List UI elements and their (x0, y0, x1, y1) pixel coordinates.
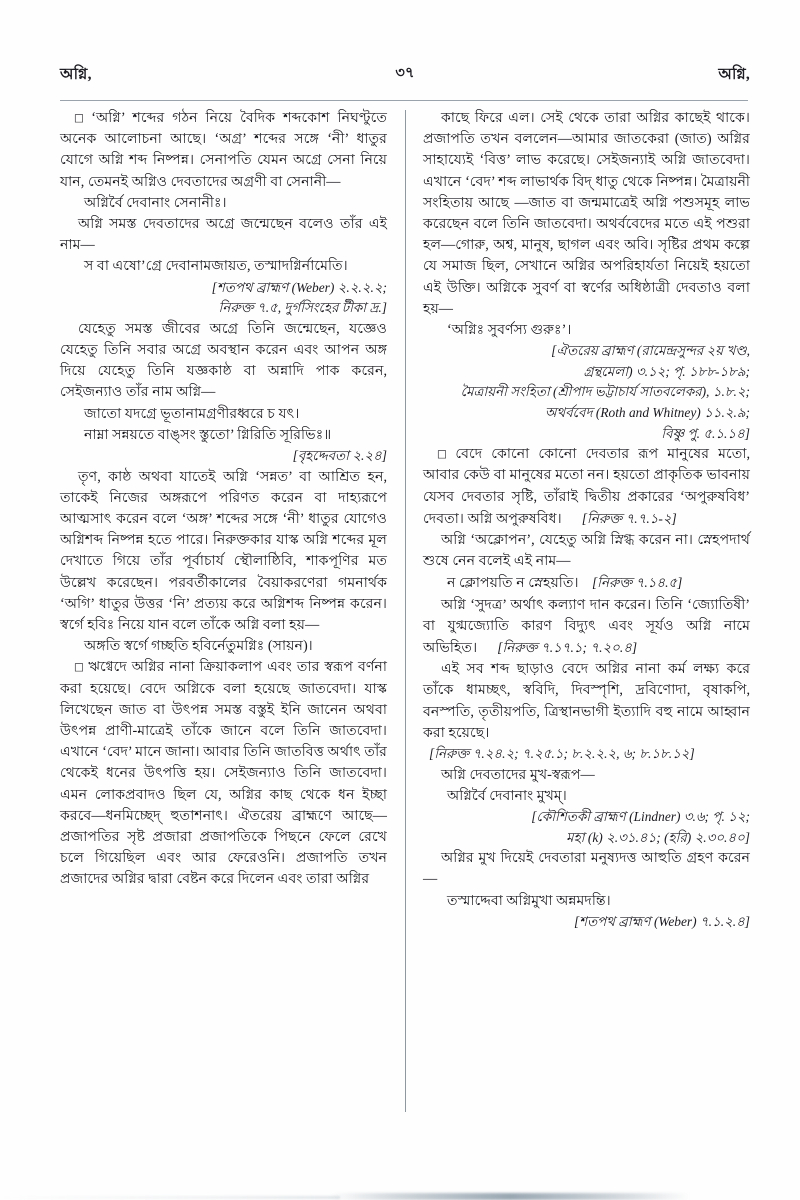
paragraph-marker-icon: □ (437, 448, 453, 461)
verse-namna-sannayate: নাম্না সন্নয়তে বাঙ্সং স্তুতো’ গ্নিরিতি সূরিভিঃ॥ (84, 426, 332, 443)
para-agni-devatader-mukh-text: অগ্নি দেবতাদের মুখ-স্বরূপ— (441, 766, 595, 783)
para-vede-kono-kono (423, 444, 750, 530)
page-header (60, 62, 750, 96)
column-right (423, 108, 750, 1118)
para-agni-sudatra-citation: [নিরুক্ত ৭.১৭.১; ৭.২০.৪] (477, 640, 638, 656)
paragraph-marker-icon: □ (74, 661, 86, 674)
cite-brihaddevata: [বৃহদ্দেবতা ২.২৪] (292, 448, 387, 464)
para-agni-word-formation-text: ‘অগ্নি’ শব্দের গঠন নিয়ে বৈদিক শব্দকোশ নিঘণ্টুতে অনেক আলোচনা আছে। ‘অগ্র’ শব্দের সঙ্গে ‘নী’ ধাতুর যোগে অগ্নি শব্দ নিষ্পন্ন। সেনাপতি যেমন অগ্রে সেনা নিয়ে যান, তেমনই অগ্নিও দেবতাদের অগ্রণী বা সেনানী— (60, 110, 387, 190)
para-kachhe-phire-elo (423, 108, 750, 320)
cite-maitrayani-samhita: মৈত্রায়নী সংহিতা (শ্রীপাদ ভট্টাচার্য সাতবলেকর), ১.৮.২; (460, 384, 750, 400)
running-head-right: অগ্নি, (718, 66, 750, 83)
para-agni-sudatra (423, 595, 750, 660)
verse-agnirvai-devanam-mukham: অগ্নির্বৈ দেবানাং মুখম্‌। (447, 787, 567, 804)
para-trina-kashtha-text: তৃণ, কাষ্ঠ অথবা যাতেই অগ্নি ‘সন্নত’ বা আশ্রিত হন, তাকেই নিজের অঙ্গরূপে পরিণত করেন বা দাহ্যরূপে আত্মসাৎ করেন বলে ‘অঙ্গ’ শব্দের সঙ্গে ‘নী’ ধাতুর যোগেও অগ্নিশব্দ নিষ্পন্ন হতে পারে। নিরুক্তকার যাস্ক অগ্নি শব্দের মূল দেখাতে গিয়ে তাঁর পূর্বাচার্য স্থৌলাষ্ঠিবি, শাকপূণির মত উল্লেখ করেছেন। পরবর্তীকালের বৈয়াকরণেরা গমনার্থক ‘অগি’ ধাতুর উত্তর ‘নি’ প্রত্যয় করে অগ্নিশব্দ নিষ্পন্ন করেন। স্বর্গে হবিঃ নিয়ে যান বলে তাঁকে অগ্নি বলা হয়— (60, 468, 387, 634)
cite-shatapatha-weber: [শতপথ ব্রাহ্মণ (Weber) ২.২.২.২; (211, 279, 387, 295)
column-left (60, 108, 387, 1118)
para-agnir-mukh-diyei-text: অগ্নির মুখ দিয়েই দেবতারা মনুষ্যদত্ত আহুতি গ্রহণ করেন— (423, 850, 750, 888)
para-agni-aklopan (423, 530, 750, 572)
cite-shatapatha-weber-2: [শতপথ ব্রাহ্মণ (Weber) ৭.১.২.৪] (573, 913, 750, 929)
para-agni-aklopan-text: অগ্নি ‘অক্লোপন’, যেহেতু অগ্নি স্নিগ্ধ করেন না। স্নেহপদার্থ শুষে নেন বলেই এই নাম— (423, 532, 750, 570)
header-rule (60, 100, 748, 101)
cite-maha-hari: মহা (k) ২.৩১.৪১; (হরি) ২.৩০.৪০] (566, 829, 750, 845)
para-agni-devatader-mukh (423, 765, 750, 786)
page-body (60, 108, 750, 1118)
para-vede-kono-kono-text: বেদে কোনো কোনো দেবতার রূপ মানুষের মতো, আবার কেউ বা মানুষের মতো নন। হয়তো প্রাকৃতিক ভাবনায় যেসব দেবতার সৃষ্টি, তাঁরাই দ্বিতীয় প্রকারের ‘অপুরুষবিধ’ দেবতা। অগ্নি অপুরুষবিধ। (423, 446, 750, 527)
cite-kaushitaki-lindner: [কৌশিতকী ব্রাহ্মণ (Lindner) ৩.৬; পৃ. ১২; (531, 809, 750, 825)
verse-agnih-suvarnasya: ‘অগ্নিঃ সুবর্ণস্য গুরুঃ’। (447, 322, 572, 339)
para-rigvede-agnir-text: ঋগ্বেদে অগ্নির নানা ক্রিয়াকলাপ এবং তার স্বরূপ বর্ণনা করা হয়েছে। বেদে অগ্নিকে বলা হয়েছে জাতবেদা। যাস্ক লিখেছেন জাত বা উৎপন্ন সমস্ত বস্তুই ইনি জানেন অথবা উৎপন্ন প্রাণী-মাত্রেই তাঁকে জানে বলে তিনি জাতবেদা। এখানে ‘বেদ’ মানে জানা। আবার তিনি জাতবিত্ত অর্থাৎ তাঁর থেকেই ধনের উৎপত্তি হয়। সেইজন্যাও তিনি জাতবেদা। এমন লোকপ্রবাদও ছিল যে, অগ্নির কাছ থেকে ধন ইচ্ছা করবে—ধনমিচ্ছেদ্ হুতাশনাৎ। ঐতরেয় ব্রাহ্মণে আছে—প্রজাপতির সৃষ্ট প্রজারা প্রজাপতিকে পিছনে ফেলে রেখে চলে গিয়েছিল এবং আর ফেরেওনি। প্রজাপতি তখন প্রজাদের অগ্নির দ্বারা বেষ্টন করে দিলেন এবং তারা অগ্নির (60, 659, 388, 888)
scan-shadow-bottom (330, 1193, 690, 1200)
para-agnir-mukh-diyei (423, 848, 750, 890)
verse-tasmaddeva-agnimukha: তস্মাদ্দেবা অগ্নিমুখা অন্নমদন্তি। (447, 892, 611, 909)
para-jehetu-samasta (60, 319, 387, 404)
paragraph-marker-icon: □ (74, 112, 89, 124)
verse-sa-va-esho: স বা এষো’গ্রে দেবানামজায়ত, তস্মাদগ্নির্নামেতি। (84, 258, 348, 275)
cite-nirukta-durgasimha: নিরুক্ত ৭.৫, দুর্গসিংহের টীকা দ্র.] (218, 300, 387, 316)
column-gap (387, 108, 423, 1118)
para-agni-word-formation (60, 108, 387, 193)
para-agni-born-first-text: অগ্নি সমস্ত দেবতাদের অগ্রে জন্মেছেন বলেও তাঁর এই নাম— (60, 216, 387, 254)
para-ei-sab-shabda-text: এই সব শব্দ ছাড়াও বেদে অগ্নির নানা কর্ম লক্ষ্য করে তাঁকে ধামচ্ছৎ, স্ববিদি, দিবস্পৃশি, দ্রবিণোদা, বৃষাকপি, বনস্পতি, তৃতীয়পতি, ত্রিস্থানভাগী ইত্যাদি বহু নামে আহ্বান করা হয়েছে। (423, 661, 750, 741)
verse-jato-yadagre: জাতো যদগ্রে ভূতানামগ্রণীরধ্বরে চ যৎ। (84, 405, 300, 422)
cite-nirukta-multiple: [নিরুক্ত ৭.২৪.২; ৭.২৫.১; ৮.২.২.২, ৬; ৮.১৮.১২] (429, 746, 695, 762)
para-kachhe-phire-elo-text: কাছে ফিরে এল। সেই থেকে তারা অগ্নির কাছেই থাকে। প্রজাপতি তখন বললেন—আমার জাতকেরা (জাত) অগ্নির সাহায্যেই ‘বিত্ত’ লাভ করেছে। সেইজন্যাই অগ্নি জাতবেদা। এখানে ‘বেদ’ শব্দ লাভার্থক বিদ্ ধাতু থেকে নিষ্পন্ন। মৈত্রায়নী সংহিতায় আছে —জাত বা জন্মমাত্রেই অগ্নি পশুসমূহ লাভ করেছেন বলে তিনি জাতবেদা। অথর্ববেদের মতে এই পশুরা হল—গোরু, অশ্ব, মানুষ, ছাগল এবং অবি। সৃষ্টির প্রথম কল্পে যে সমাজ ছিল, সেখানে অগ্নির অপরিহার্যতা নিয়েই হয়তো এই উক্তি। অগ্নিকে সুবর্ণ বা স্বর্ণের অধিষ্ঠাত্রী দেবতাও বলা হয়— (423, 110, 750, 317)
para-agni-born-first (60, 214, 387, 256)
para-agni-sudatra-text: অগ্নি ‘সুদত্র’ অর্থাৎ কল্যাণ দান করেন। তিনি ‘জ্যোতিষী’ বা যুগ্মজ্যোতি কারণ বিদ্যুৎ এবং সূর্যও অগ্নি নামে অভিহিত। (423, 596, 750, 657)
verse-na-klopayati-text: ন ক্লোপয়তি ন স্নেহয়তি। (447, 575, 579, 592)
scan-shadow-left (0, 1196, 340, 1199)
verse-angati-svarge: অঙ্গতি স্বর্গে গচ্ছতি হবির্নেতুমগ্নিঃ (সায়ন)। (84, 638, 313, 655)
cite-granthamela: গ্রন্থমেলা) ৩.১২; পৃ. ১৮৮-১৮৯; (583, 363, 750, 379)
para-vede-kono-kono-citation: [নিরুক্ত ৭.৭.১-২] (561, 510, 677, 526)
verse-agnirvai-devanam: অগ্নির্বৈ দেবানাং সেনানীঃ। (84, 194, 227, 211)
cite-atharvaveda-roth: অথর্ববেদ (Roth and Whitney) ১১.২.৯; (544, 405, 750, 421)
para-rigvede-agnir (60, 657, 387, 890)
para-ei-sab-shabda (423, 659, 750, 744)
running-head-left: অগ্নি, (60, 66, 92, 83)
column-divider (405, 110, 406, 1112)
verse-na-klopayati-citation: [নিরুক্ত ৭.১৪.৫] (578, 575, 683, 591)
cite-vishnu-purana: বিষ্ণু পু. ৫.১.১৪] (661, 425, 750, 441)
para-trina-kashtha (60, 467, 387, 637)
cite-aitareya-brahmana: [ঐতরেয় ব্রাহ্মণ (রামেন্দ্রসুন্দর ২য় খণ্ড, (551, 343, 750, 359)
page-number: ৩৭ (395, 65, 415, 81)
verse-na-klopayati (423, 572, 750, 594)
para-jehetu-samasta-text: যেহেতু সমস্ত জীবের অগ্রে তিনি জন্মেছেন, যজ্ঞেও যেহেতু তিনি সবার অগ্রে অবস্থান করেন এবং আপন অঙ্গ দিয়ে যেহেতু তিনি যজ্ঞকাষ্ঠ বা অন্নাদি পাক করেন, সেইজন্যাও তাঁর নাম অগ্নি— (60, 320, 387, 401)
